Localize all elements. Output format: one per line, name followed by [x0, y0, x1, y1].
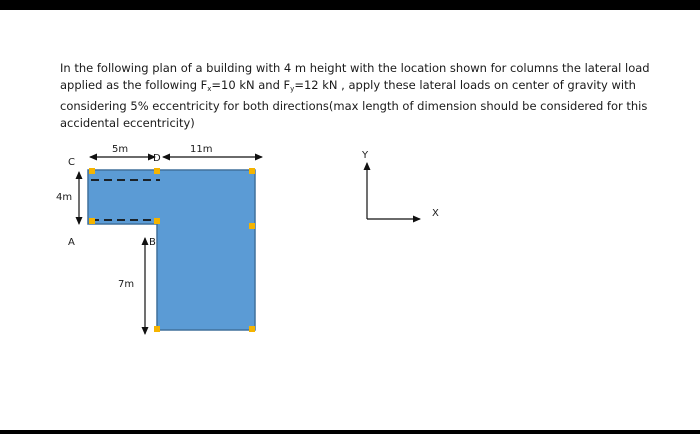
point-label-d: D	[153, 153, 161, 164]
problem-line-1: In the following plan of a building with 4 m height with the location shown for columns the lateral load	[60, 61, 650, 75]
dimension-label-7m: 7m	[118, 279, 135, 290]
problem-line-4: accidental eccentricity)	[60, 116, 195, 130]
column-b	[154, 218, 160, 224]
fy-subscript: y	[290, 85, 295, 93]
fx-subscript: x	[207, 85, 212, 93]
problem-line-2-part-a: applied as the following F	[60, 78, 208, 92]
dimension-label-4m: 4m	[56, 192, 73, 203]
problem-line-3: considering 5% eccentricity for both directions(max length of dimension should be considered for this	[60, 99, 648, 113]
column-right-middle	[249, 223, 255, 229]
point-label-b: B	[149, 237, 156, 248]
column-a	[89, 218, 95, 224]
point-label-a: A	[68, 237, 75, 248]
building-slab	[88, 170, 255, 330]
x-axis-label: X	[432, 208, 439, 219]
dimension-label-5m: 5m	[112, 144, 129, 155]
column-c	[89, 168, 95, 174]
column-bottom-right	[249, 326, 255, 332]
column-d	[154, 168, 160, 174]
point-label-c: C	[68, 157, 75, 168]
problem-line-2-part-c: =12 kN , apply these lateral loads on center of gravity with	[294, 78, 636, 92]
y-axis-label: Y	[362, 150, 369, 161]
column-bottom-left	[154, 326, 160, 332]
problem-line-2-part-b: =10 kN and F	[211, 78, 291, 92]
dimension-label-11m: 11m	[190, 144, 213, 155]
column-top-right	[249, 168, 255, 174]
